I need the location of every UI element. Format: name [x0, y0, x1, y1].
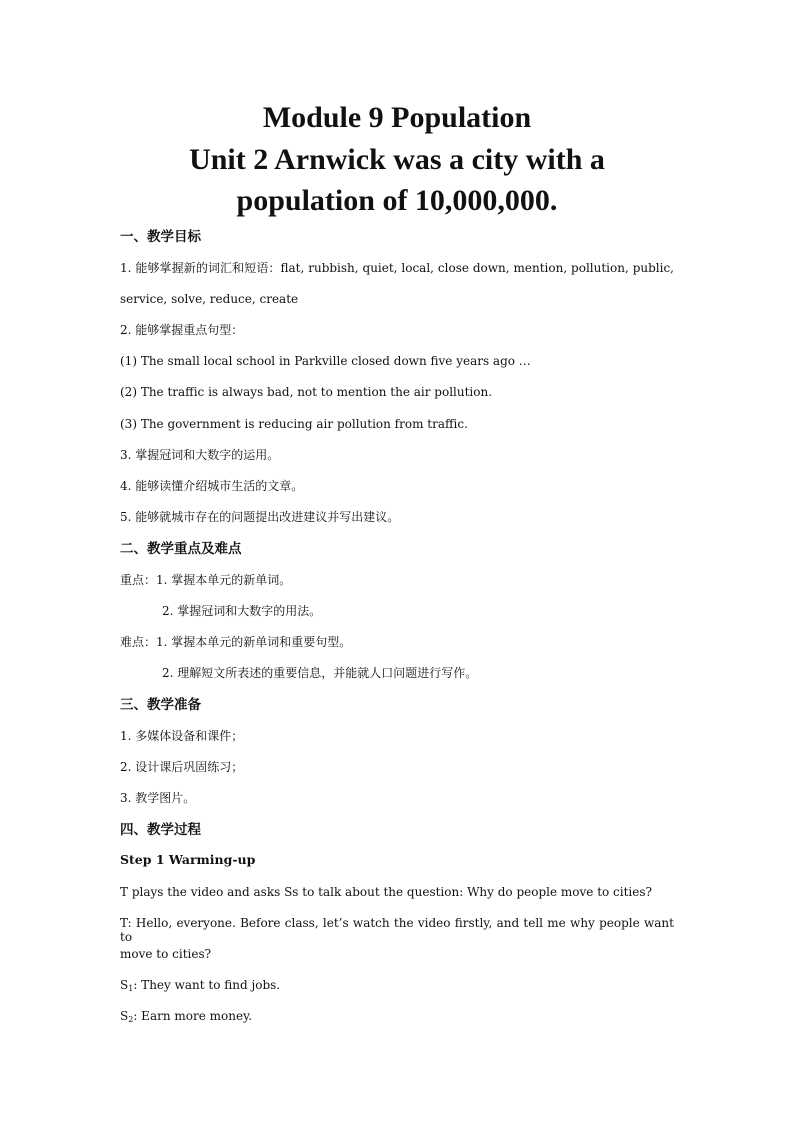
student-1-line [120, 978, 280, 992]
step-1-heading: Step 1 Warming-up [120, 852, 256, 867]
preparation-1: 1. 多媒体设备和课件； [120, 729, 244, 743]
objective-1-cont: service, solve, reduce, create [120, 292, 299, 306]
section-heading-key-points: 二、教学重点及难点 [120, 541, 242, 557]
title-line-1: Module 9 Population [262, 101, 532, 134]
preparation-3: 3. 教学图片。 [120, 791, 196, 805]
student-2-line [120, 1009, 252, 1023]
preparation-2: 2. 设计课后巩固练习； [120, 760, 244, 774]
objective-2: 2. 能够掌握重点句型： [120, 323, 244, 337]
section-heading-process: 四、教学过程 [120, 822, 201, 838]
title-line-2: Unit 2 Arnwick was a city with a [189, 143, 605, 176]
student-1-label: S [120, 978, 129, 992]
student-2-label: S [120, 1009, 129, 1023]
student-2-subscript: 2 [128, 1015, 134, 1024]
section-heading-objectives: 一、教学目标 [120, 229, 201, 245]
difficult-point-1: 难点：1. 掌握本单元的新单词和重要句型。 [120, 635, 352, 649]
key-sentence-2: (2) The traffic is always bad, not to mention the air pollution. [120, 385, 493, 399]
section-heading-preparation: 三、教学准备 [120, 697, 201, 713]
key-sentence-3: (3) The government is reducing air pollution from traffic. [120, 417, 468, 431]
key-sentence-1: (1) The small local school in Parkville closed down five years ago … [120, 354, 531, 368]
student-1-answer: : They want to find jobs. [133, 978, 281, 992]
objective-5: 5. 能够就城市存在的问题提出改进建议并写出建议。 [120, 510, 400, 524]
objective-4: 4. 能够读懂介绍城市生活的文章。 [120, 479, 304, 493]
objective-3: 3. 掌握冠词和大数字的运用。 [120, 448, 280, 462]
student-2-answer: : Earn more money. [133, 1009, 253, 1023]
difficult-point-2: 2. 理解短文所表述的重要信息，并能就人口问题进行写作。 [162, 666, 478, 680]
teacher-line: T: Hello, everyone. Before class, let’s watch the video firstly, and tell me why people want to [120, 916, 674, 944]
step-1-instruction: T plays the video and asks Ss to talk about the question: Why do people move to cities? [120, 885, 652, 899]
key-point-1: 重点：1. 掌握本单元的新单词。 [120, 573, 292, 587]
title-line-3: population of 10,000,000. [236, 184, 558, 217]
objective-1: 1. 能够掌握新的词汇和短语：flat, rubbish, quiet, local, close down, mention, pollution, public, [120, 261, 674, 275]
teacher-line-cont: move to cities? [120, 947, 212, 961]
student-1-subscript: 1 [128, 984, 134, 993]
key-point-2: 2. 掌握冠词和大数字的用法。 [162, 604, 322, 618]
